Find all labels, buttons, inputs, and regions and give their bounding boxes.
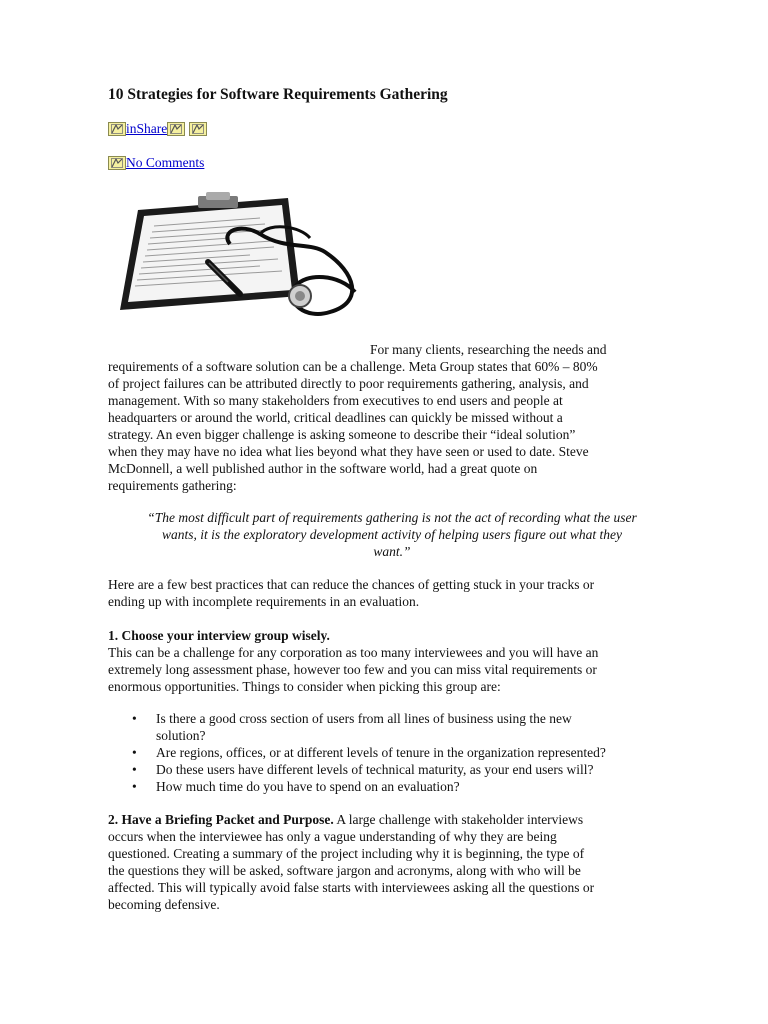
intro-line: requirements gathering: bbox=[108, 478, 237, 493]
page-title: 10 Strategies for Software Requirements Gathering bbox=[108, 86, 448, 103]
section-heading: 2. Have a Briefing Packet and Purpose. bbox=[108, 812, 334, 827]
section2-line: becoming defensive. bbox=[108, 897, 220, 912]
list-item bbox=[108, 711, 676, 745]
intro-line: headquarters or around the world, critical deadlines can quickly be missed without a bbox=[108, 410, 563, 425]
broken-image-icon[interactable] bbox=[108, 122, 126, 136]
broken-image-icon bbox=[108, 156, 126, 170]
bullet-list bbox=[108, 711, 676, 796]
bullet-text: How much time do you have to spend on an evaluation? bbox=[156, 778, 460, 794]
intro-line: strategy. An even bigger challenge is asking someone to describe their “ideal solution” bbox=[108, 427, 576, 442]
bullet-text: Are regions, offices, or at different levels of tenure in the organization represented? bbox=[156, 744, 606, 760]
blockquote bbox=[108, 510, 676, 561]
bullet-icon: • bbox=[132, 711, 137, 726]
section2-line: occurs when the interviewee has only a vague understanding of why they are being bbox=[108, 829, 557, 844]
section2-line: the questions they will be asked, software jargon and acronyms, along with who will be bbox=[108, 863, 581, 878]
intro-line: McDonnell, a well published author in the software world, had a great quote on bbox=[108, 461, 538, 476]
broken-image-icon[interactable] bbox=[167, 122, 185, 136]
bullet-icon: • bbox=[132, 744, 137, 760]
comments-row bbox=[108, 155, 204, 171]
bullet-text: solution? bbox=[156, 727, 206, 743]
quote-line: want.” bbox=[373, 543, 411, 559]
clipboard-stethoscope-photo bbox=[110, 192, 370, 342]
list-item bbox=[108, 779, 676, 796]
intro-line: of project failures can be attributed directly to poor requirements gathering, analysis, and bbox=[108, 376, 589, 391]
intro-line: requirements of a software solution can be a challenge. Meta Group states that 60% – 80% bbox=[108, 359, 598, 374]
bullet-text: Do these users have different levels of technical maturity, as your end users will? bbox=[156, 761, 594, 777]
inshare-link[interactable]: inShare bbox=[126, 121, 168, 136]
intro-first-line: For many clients, researching the needs and bbox=[370, 342, 607, 357]
bullet-icon: • bbox=[132, 761, 137, 777]
bullet-text: Is there a good cross section of users from all lines of business using the new bbox=[156, 711, 572, 726]
bullet-icon: • bbox=[132, 778, 137, 794]
practices-line: Here are a few best practices that can reduce the chances of getting stuck in your tracks or bbox=[108, 577, 595, 592]
intro-line: when they may have no idea what lies beyond what they have seen or used to date. Steve bbox=[108, 444, 589, 459]
list-item bbox=[108, 745, 676, 762]
section1-line: extremely long assessment phase, however too few and you can miss vital requirements or bbox=[108, 662, 597, 677]
section1-line: enormous opportunities. Things to consider when picking this group are: bbox=[108, 679, 501, 694]
practices-line: ending up with incomplete requirements in an evaluation. bbox=[108, 594, 420, 609]
section1-line: This can be a challenge for any corporation as too many interviewees and you will have an bbox=[108, 645, 599, 660]
section2-first-line bbox=[108, 812, 676, 829]
share-row bbox=[108, 121, 207, 137]
section-heading: 1. Choose your interview group wisely. bbox=[108, 628, 330, 643]
list-item bbox=[108, 762, 676, 779]
intro-line: management. With so many stakeholders from executives to end users and people at bbox=[108, 393, 563, 408]
section2-line: questioned. Creating a summary of the project including why it is beginning, the type of bbox=[108, 846, 585, 861]
section2-line: affected. This will typically avoid false starts with interviewees asking all the questions or bbox=[108, 880, 595, 895]
broken-image-icon[interactable] bbox=[189, 122, 207, 136]
quote-line: “The most difficult part of requirements gathering is not the act of recording what the user bbox=[147, 510, 637, 525]
section2-first-line-rest: A large challenge with stakeholder interviews bbox=[333, 812, 584, 827]
quote-line: wants, it is the exploratory development activity of helping users figure out what they bbox=[162, 526, 622, 542]
comments-link[interactable]: No Comments bbox=[126, 155, 205, 170]
